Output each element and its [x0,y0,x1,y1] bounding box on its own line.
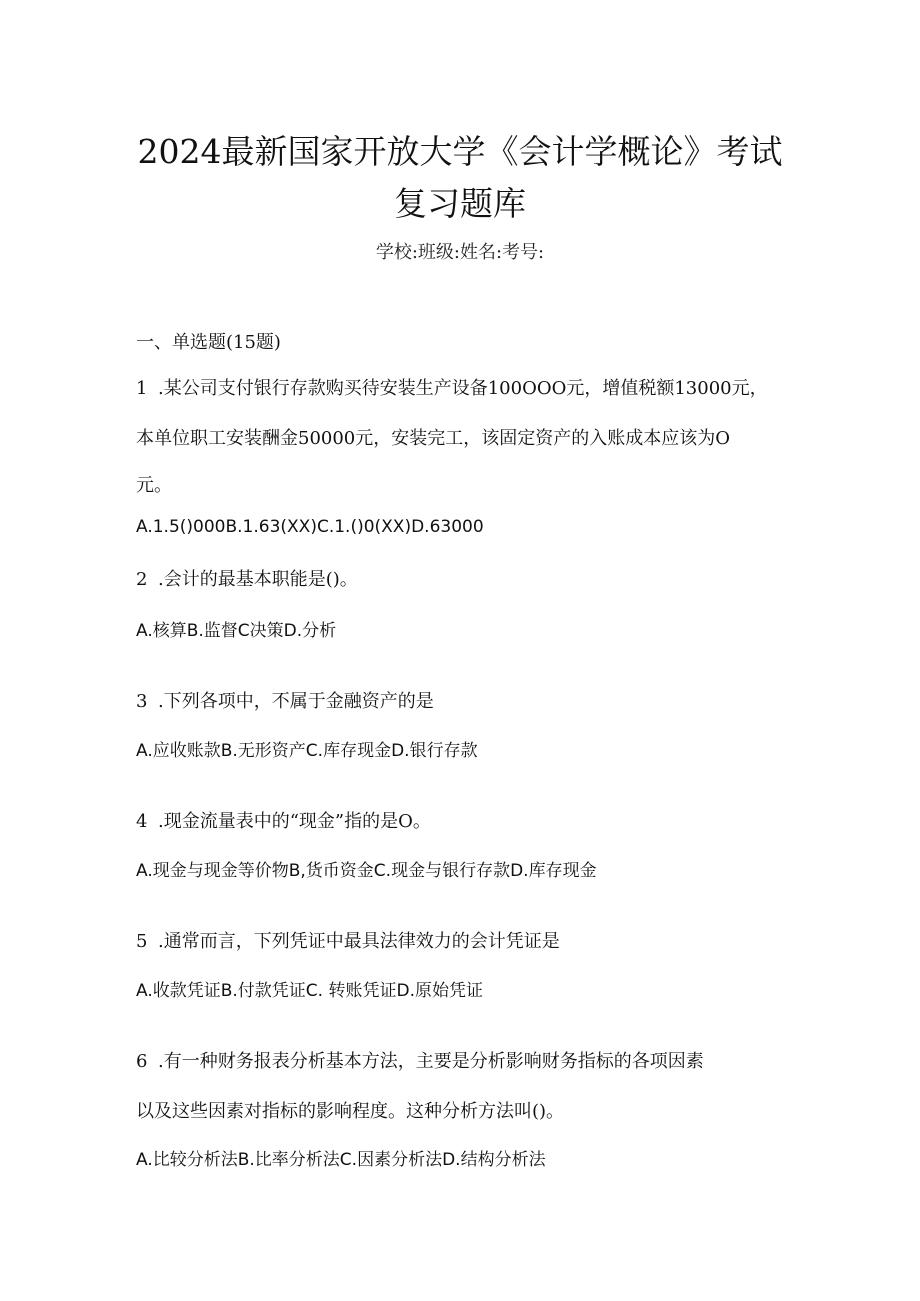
question-2-line-1 [136,565,358,591]
question-text: .有一种财务报表分析基本方法，主要是分析影响财务指标的各项因素 [158,1051,704,1072]
question-number: 6 [136,1051,148,1072]
question-number: 5 [136,931,148,952]
question-3-line-1 [136,687,434,713]
question-3-options: A.应收账款B.无形资产C.库存现金D.银行存款 [136,741,478,761]
section-heading: 一、单选题(15题) [136,332,281,353]
question-4-line-1 [136,807,431,833]
question-text: .通常而言，下列凭证中最具法律效力的会计凭证是 [158,931,560,952]
question-text: .某公司支付银行存款购买待安装生产设备100OOO元，增值税额13000元， [158,378,768,399]
question-2-options: A.核算B.监督C决策D.分析 [136,621,337,641]
document-title-line-1: 2024最新国家开放大学《会计学概论》考试 [137,132,783,171]
question-text: .下列各项中，不属于金融资产的是 [158,691,434,712]
question-1-line-1 [136,374,768,400]
question-1-options: A.1.5()000B.1.63(XX)C.1.()0(XX)D.63000 [136,517,484,537]
student-info-line: 学校:班级:姓名:考号: [375,242,545,263]
question-1-line-3: 元。 [136,475,172,496]
question-number: 1 [136,378,148,399]
question-6-line-2: 以及这些因素对指标的影响程度。这种分析方法叫()。 [136,1101,565,1122]
question-number: 3 [136,691,148,712]
question-number: 2 [136,569,148,590]
question-5-options: A.收款凭证B.付款凭证C. 转账凭证D.原始凭证 [136,981,483,1001]
question-1-line-2: 本单位职工安装酬金50000元，安装完工，该固定资产的入账成本应该为O [136,428,731,449]
document-title-line-2: 复习题库 [394,184,526,223]
question-6-options: A.比较分析法B.比率分析法C.因素分析法D.结构分析法 [136,1150,546,1170]
question-number: 4 [136,811,148,832]
question-text: .现金流量表中的“现金”指的是O。 [158,811,431,832]
question-4-options: A.现金与现金等价物B,货币资金C.现金与银行存款D.库存现金 [136,861,597,881]
question-text: .会计的最基本职能是()。 [158,569,358,590]
question-5-line-1 [136,927,560,953]
question-6-line-1 [136,1047,704,1073]
